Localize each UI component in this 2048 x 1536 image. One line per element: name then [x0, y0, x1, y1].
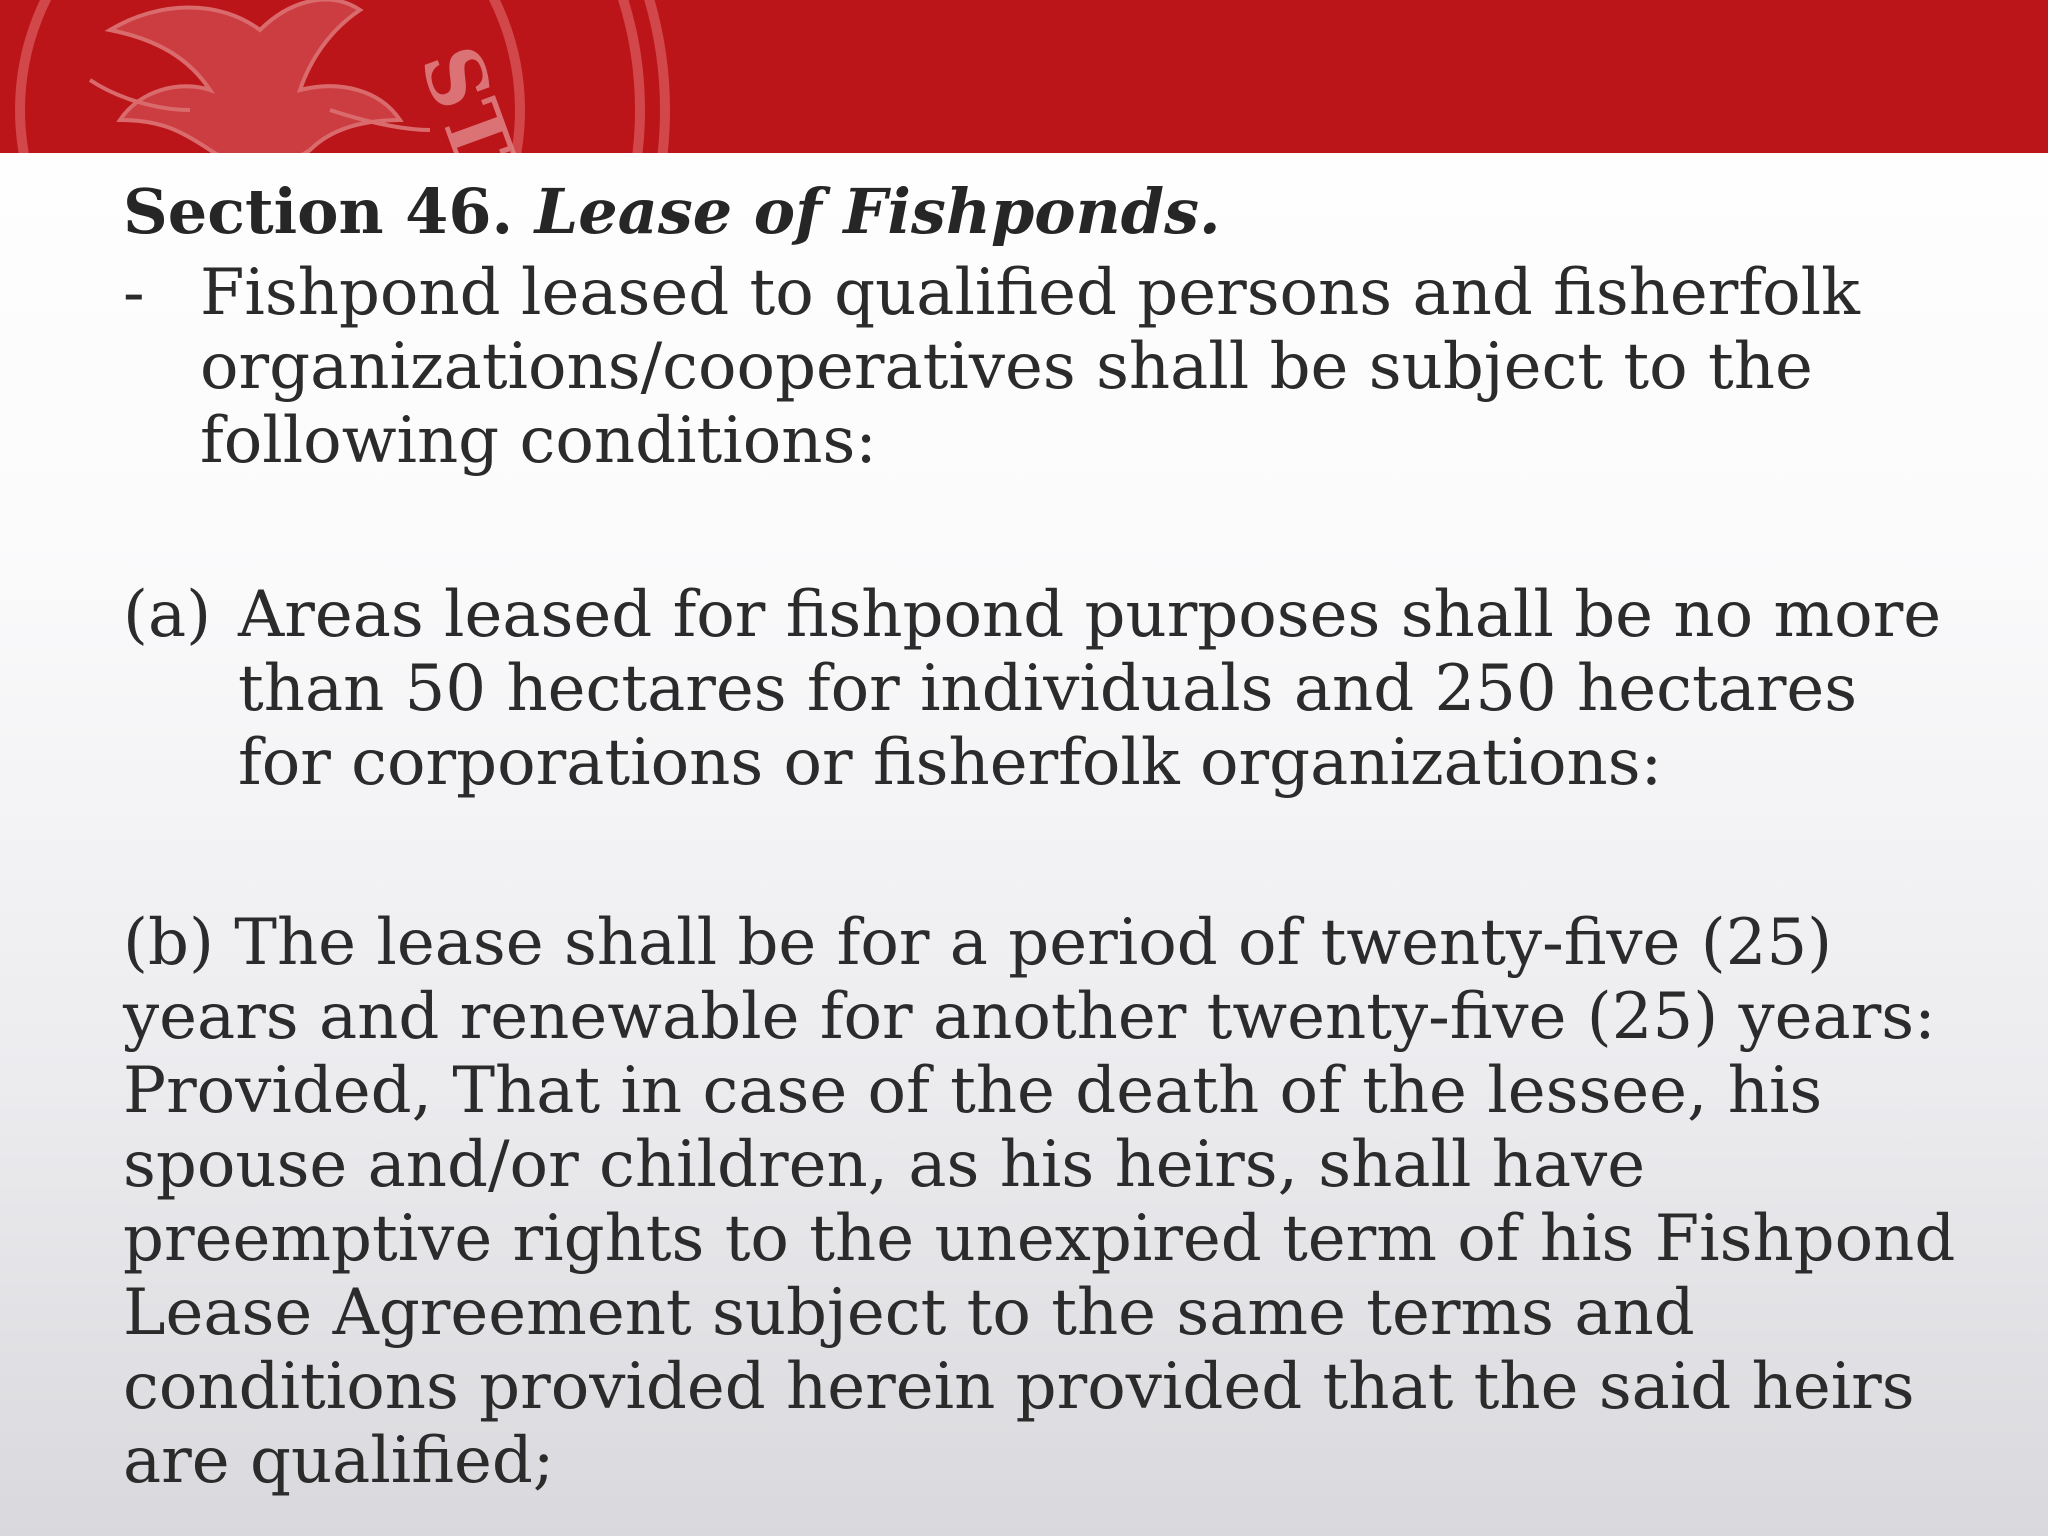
- condition-b: [123, 906, 1963, 1498]
- condition-b-text: The lease shall be for a period of twenty-five (25) years and renewable for another twenty-five (25) years: Provided, That in case of the death of the lessee, his spouse and/or children, as his heirs, shall have preemptive rights to the unexpired term of his Fishpond Lease Agreement subject to the same terms and conditions provided herein provided that the said heirs are qualified;: [123, 906, 1956, 1498]
- condition-a-marker: (a): [123, 578, 212, 652]
- condition-a-text: Areas leased for fishpond purposes shall be no more than 50 hectares for individuals and 250 hectares for corporations or fisherfolk organizations:: [238, 578, 1942, 800]
- section-number: Section 46.: [123, 175, 514, 248]
- section-heading: [123, 170, 1963, 254]
- slide-content: [123, 170, 1963, 1498]
- svg-text:STY: STY: [402, 34, 551, 231]
- bullet-dash: -: [123, 256, 145, 330]
- condition-b-marker: (b): [123, 906, 214, 980]
- intro-bullet: [123, 256, 1963, 478]
- condition-a: [123, 578, 1963, 800]
- intro-text: Fishpond leased to qualified persons and fisherfolk organizations/cooperatives shall be subject to the following conditions:: [200, 256, 1860, 478]
- section-title: Lease of Fishponds.: [534, 175, 1221, 248]
